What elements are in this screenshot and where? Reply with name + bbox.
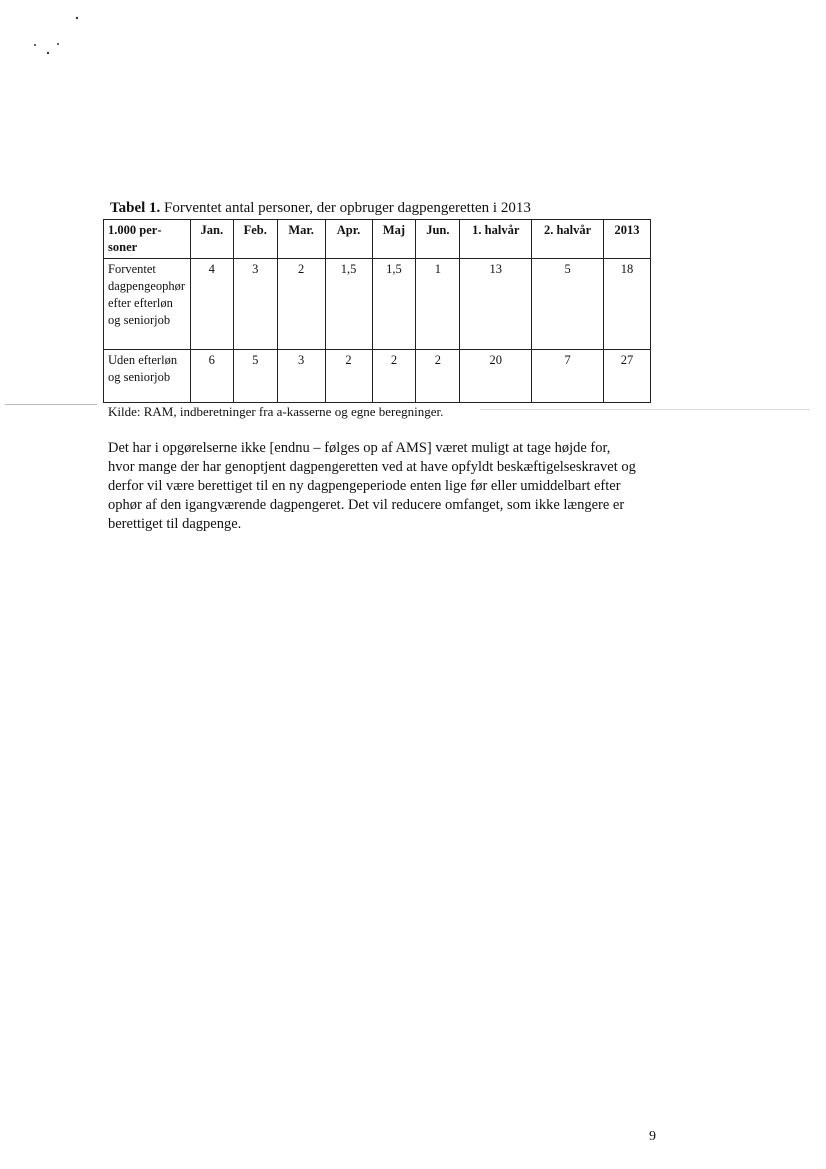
column-header: Jun. [416, 220, 460, 259]
table-cell: 13 [460, 259, 532, 350]
row-label: Forventet dagpengeophør efter efterløn og seniorjob [104, 259, 191, 350]
table-source-note: Kilde: RAM, indberetninger fra a-kasserne og egne beregninger. [108, 404, 444, 419]
table-cell: 1,5 [325, 259, 372, 350]
table-row [104, 259, 651, 350]
column-header: 1. halvår [460, 220, 532, 259]
column-header: Mar. [277, 220, 325, 259]
table-row [104, 350, 651, 403]
body-paragraph: Det har i opgørelserne ikke [endnu – følges op af AMS] været muligt at tage højde for, hvor mange der har genoptjent dagpengeretten ved at have opfyldt beskæftigelseskravet og derfor vil være berettiget til en ny dagpengeperiode enten lige før eller umiddelbart efter ophør af den igangværende dagpengeret. Det vil reducere omfanget, som ikke længere er berettiget til dagpenge. [108, 440, 636, 532]
scan-artifact-line [480, 409, 810, 410]
scan-artifact-line [5, 404, 97, 405]
row-label: Uden efterløn og seniorjob [104, 350, 191, 403]
table-caption [110, 199, 531, 217]
column-header: Jan. [190, 220, 233, 259]
table-cell: 27 [604, 350, 651, 403]
column-header: 2013 [604, 220, 651, 259]
column-header: Apr. [325, 220, 372, 259]
column-header: 2. halvår [532, 220, 604, 259]
table-cell: 2 [325, 350, 372, 403]
table-cell: 5 [233, 350, 277, 403]
column-header: Maj [372, 220, 416, 259]
table-caption-text: Forventet antal personer, der opbruger dagpengeretten i 2013 [164, 200, 531, 216]
table-cell: 20 [460, 350, 532, 403]
table-cell: 6 [190, 350, 233, 403]
table-cell: 3 [233, 259, 277, 350]
data-table [103, 219, 651, 403]
table-cell: 2 [416, 350, 460, 403]
table-header-row [104, 220, 651, 259]
table-cell: 3 [277, 350, 325, 403]
table-cell: 4 [190, 259, 233, 350]
scan-specks [0, 0, 120, 80]
table-cell: 2 [277, 259, 325, 350]
table-cell: 5 [532, 259, 604, 350]
column-header: Feb. [233, 220, 277, 259]
table-cell: 2 [372, 350, 416, 403]
table-cell: 1 [416, 259, 460, 350]
table-cell: 1,5 [372, 259, 416, 350]
table-cell: 7 [532, 350, 604, 403]
page-number: 9 [649, 1129, 656, 1144]
table-cell: 18 [604, 259, 651, 350]
table-caption-label: Tabel 1. [110, 200, 161, 216]
column-header: 1.000 personer [104, 220, 191, 259]
